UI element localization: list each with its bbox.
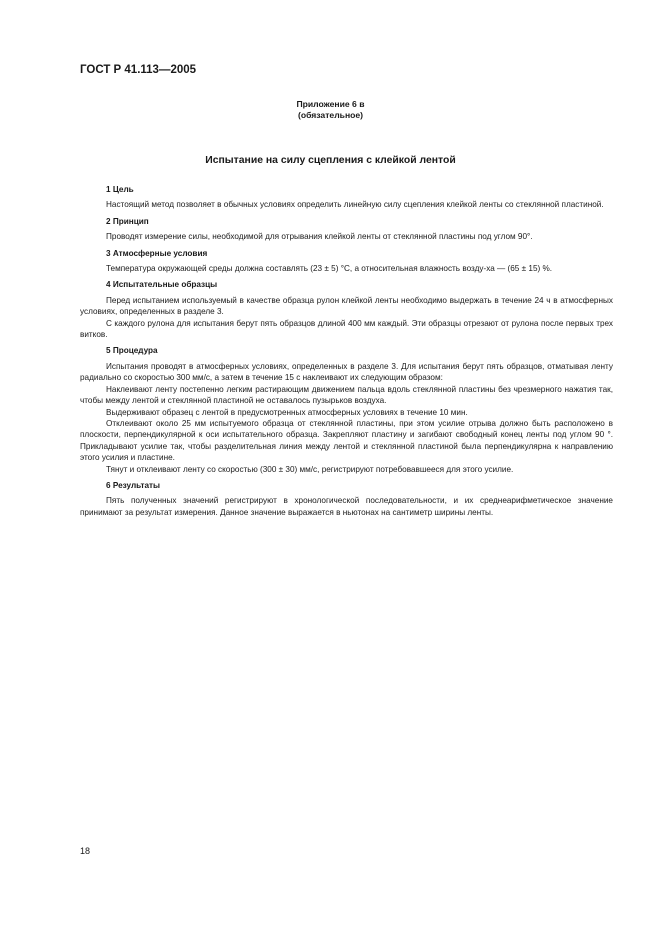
paragraph: Проводят измерение силы, необходимой для отрывания клейкой ленты от стеклянной пластины под углом 90°. xyxy=(106,232,533,242)
paragraph: Испытания проводят в атмосферных условиях, определенных в разделе 3. Для испытания берут пять образцов, отматывая ленту радиально со скоростью 300 мм/с, а затем в течение 15 с наклеивают их следующим образом: xyxy=(80,361,613,383)
paragraph: Тянут и отклеивают ленту со скоростью (300 ± 30) мм/с, регистрируют потребовавшееся для этого усилие. xyxy=(106,464,514,474)
annex-label-block xyxy=(0,99,661,120)
paragraph: Настоящий метод позволяет в обычных условиях определить линейную силу сцепления клейкой ленты со стеклянной пластиной. xyxy=(106,200,604,210)
section-heading-samples: 4 Испытательные образцы xyxy=(106,280,218,290)
page-title: Испытание на силу сцепления с клейкой лентой xyxy=(205,155,456,166)
paragraph: Отклеивают около 25 мм испытуемого образца от стеклянной пластины, при этом усилие отрыва должно быть расположено в плоскости, перпендикулярной к оси испытательного образца. Закрепляют пластину и загибают свободный конец ленты под углом 90 °. Прикладывают усилие так, чтобы разделительная линия между лентой и стеклянной пластиной была перпендикулярна к направлению этого усилия и пластине. xyxy=(80,418,613,463)
section-heading-results: 6 Результаты xyxy=(106,480,161,490)
annex-label: Приложение 6 в xyxy=(296,99,365,109)
page-number: 18 xyxy=(80,846,91,856)
paragraph: Выдерживают образец с лентой в предусмотренных атмосферных условиях в течение 10 мин. xyxy=(106,407,468,417)
paragraph: С каждого рулона для испытания берут пять образцов длиной 400 мм каждый. Эти образцы отрезают от рулона после первых трех витков. xyxy=(80,318,613,340)
document-body xyxy=(80,184,613,521)
section-heading-procedure: 5 Процедура xyxy=(106,346,158,356)
paragraph: Пять полученных значений регистрируют в хронологической последовательности, и их среднеарифметическое значение принимают за результат измерения. Данное значение выражается в ньютонах на сантиметр ширины ленты. xyxy=(80,496,613,517)
section-heading-conditions: 3 Атмосферные условия xyxy=(106,248,208,258)
annex-status: (обязательное) xyxy=(297,109,364,120)
paragraph: Наклеивают ленту постепенно легким растирающим движением пальца вдоль стеклянной пластины без чрезмерного нажатия так, чтобы между лентой и стеклянной пластиной не оставалось пузырьков воздуха. xyxy=(80,384,613,406)
section-heading-principle: 2 Принцип xyxy=(106,216,149,226)
paragraph: Температура окружающей среды должна составлять (23 ± 5) °С, а относительная влажность возду-ха — (65 ± 15) %. xyxy=(106,264,553,274)
document-header: ГОСТ Р 41.113—2005 xyxy=(80,64,197,76)
paragraph: Перед испытанием используемый в качестве образца рулон клейкой ленты необходимо выдержать в течение 24 ч в атмосферных условиях, определенных в разделе 3. xyxy=(80,295,613,317)
section-heading-goal: 1 Цель xyxy=(106,185,134,194)
